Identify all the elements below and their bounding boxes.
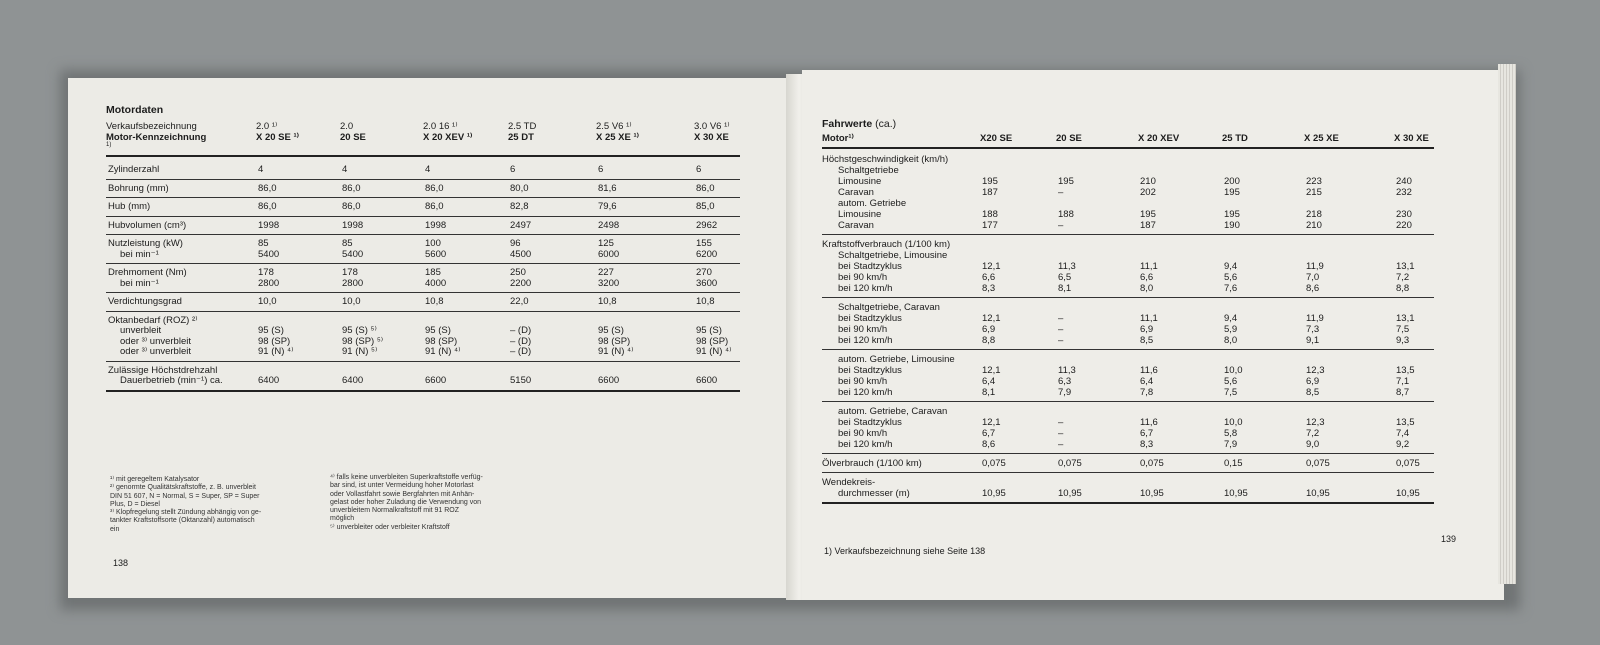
right-footnote: 1) Verkaufsbezeichnung siehe Seite 138	[824, 546, 986, 556]
table-cell: 7,8	[1140, 387, 1154, 398]
header-label-code: Motor-Kennzeichnung	[106, 132, 207, 143]
table-cell: 100	[425, 238, 441, 249]
table-cell: 5,9	[1224, 324, 1238, 335]
table-cell: 7,9	[1224, 439, 1238, 450]
table-cell: 12,3	[1306, 417, 1325, 428]
table-cell: 4500	[510, 248, 532, 260]
table-cell: 86,0	[342, 201, 361, 212]
table-cell: 218	[1306, 209, 1322, 220]
table-cell: 10,0	[342, 296, 361, 307]
footnote-line: ²⁾ genormte Qualitätskraftstoffe, z. B. unverbleit	[110, 484, 256, 492]
column-sales-name: 2.0 16 ¹⁾	[423, 121, 458, 132]
table-cell: – (D)	[510, 346, 532, 357]
footnotes-column-2	[330, 474, 483, 532]
table-cell: 6,7	[1140, 428, 1154, 439]
table-cell: 98 (SP)	[258, 335, 291, 347]
table-cell: 82,8	[510, 201, 529, 212]
table-cell: 86,0	[425, 201, 444, 212]
footnote-line: ³⁾ Klopfregelung stellt Zündung abhängig von ge-	[110, 509, 262, 517]
table-cell: 8,0	[1224, 335, 1238, 346]
section-title: Motordaten	[106, 104, 164, 116]
footnote-line: ⁴⁾ falls keine unverbleiten Superkraftstoffe verfüg-	[330, 474, 483, 481]
table-cell: 10,8	[696, 296, 715, 307]
row-label: bei min⁻¹	[120, 248, 159, 260]
table-cell: – (D)	[510, 325, 532, 336]
row-label: Bohrung (mm)	[108, 182, 169, 194]
table-cell: 91 (N) ⁴⁾	[598, 346, 634, 357]
table-cell: 6,3	[1058, 376, 1072, 387]
table-cell: 0,075	[1306, 458, 1330, 469]
table-cell: 5150	[510, 375, 532, 386]
table-cell: 210	[1140, 176, 1156, 187]
row-divider	[106, 179, 740, 180]
table-cell: –	[1058, 220, 1064, 231]
right-title-bold: Fahrwerte	[822, 118, 873, 130]
table-cell: 187	[982, 187, 998, 198]
table-cell: 4	[425, 164, 431, 175]
table-cell: 4000	[425, 277, 447, 289]
table-cell: 98 (SP) ⁵⁾	[342, 335, 384, 347]
table-cell: 7,5	[1396, 324, 1410, 335]
row-label: bei min⁻¹	[120, 277, 159, 289]
table-cell: 86,0	[696, 182, 715, 194]
table-cell: 227	[598, 267, 614, 278]
table-cell: 6,9	[1140, 324, 1154, 335]
table-cell: 195	[982, 176, 998, 187]
table-cell: 9,2	[1396, 439, 1410, 450]
table-cell: 6	[598, 164, 604, 175]
table-cell: 12,3	[1306, 365, 1325, 376]
footnote-line: DIN 51 607, N = Normal, S = Super, SP = Super	[110, 492, 260, 500]
table-cell: 240	[1396, 176, 1412, 187]
footnote-line: möglich	[330, 515, 355, 523]
table-cell: 270	[696, 267, 712, 278]
row-label: autom. Getriebe	[838, 198, 907, 209]
row-label: Wendekreis-	[822, 477, 876, 488]
row-label: Oktanbedarf (ROZ) ²⁾	[108, 314, 198, 326]
row-label: Ölverbrauch (1/100 km)	[822, 458, 922, 469]
table-cell: 11,3	[1058, 261, 1076, 272]
table-cell: 3600	[696, 277, 718, 289]
table-cell: 9,1	[1306, 335, 1320, 346]
table-cell: 6,9	[1306, 376, 1320, 387]
footnotes-column-1	[110, 476, 261, 534]
table-cell: 11,6	[1140, 417, 1158, 428]
table-cell: 4	[258, 164, 264, 175]
table-cell: 185	[425, 267, 441, 278]
column-engine-code: X 20 SE ¹⁾	[256, 132, 299, 143]
table-cell: 11,6	[1140, 365, 1158, 376]
table-cell: 232	[1396, 187, 1412, 198]
table-cell: 8,8	[1396, 283, 1410, 294]
table-cell: 10,95	[1140, 488, 1164, 499]
table-cell: 2497	[510, 219, 532, 231]
row-label: Verdichtungsgrad	[108, 296, 182, 307]
table-cell: 11,9	[1306, 313, 1324, 324]
table-cell: 1998	[258, 219, 280, 231]
table-cell: 5,6	[1224, 272, 1238, 283]
table-cell: –	[1058, 313, 1064, 324]
row-label: bei 90 km/h	[838, 376, 888, 387]
table-cell: 7,6	[1224, 283, 1238, 294]
row-divider	[106, 263, 740, 264]
table-cell: 5600	[425, 248, 447, 260]
table-cell: 10,95	[982, 488, 1006, 499]
row-label: autom. Getriebe, Caravan	[838, 406, 948, 417]
table-cell: 8,3	[1140, 439, 1154, 450]
row-divider	[822, 502, 1434, 504]
table-cell: 7,1	[1396, 376, 1410, 387]
table-cell: 91 (N) ⁵⁾	[342, 346, 378, 357]
row-divider	[822, 234, 1434, 235]
row-label: bei Stadtzyklus	[838, 313, 902, 324]
column-engine-code: X 25 XE ¹⁾	[596, 132, 639, 143]
table-cell: 8,5	[1140, 335, 1154, 346]
table-cell: 7,4	[1396, 428, 1410, 439]
row-label: bei Stadtzyklus	[838, 417, 902, 428]
table-cell: 85	[342, 238, 353, 249]
table-cell: 12,1	[982, 417, 1001, 428]
table-cell: 12,1	[982, 365, 1001, 376]
table-cell: 2962	[696, 219, 718, 231]
column-sales-name: 2.5 TD	[508, 121, 537, 132]
table-cell: 10,8	[598, 296, 617, 307]
table-cell: 6	[510, 164, 516, 175]
page-number-right: 139	[1441, 534, 1457, 544]
row-divider	[106, 216, 740, 217]
column-engine-code: X 20 XEV ¹⁾	[423, 132, 473, 143]
right-title	[822, 119, 896, 130]
table-cell: 95 (S)	[425, 325, 451, 336]
table-cell: 220	[1396, 220, 1412, 231]
row-divider	[822, 453, 1434, 454]
row-label: durchmesser (m)	[838, 488, 910, 499]
table-cell: 1998	[342, 219, 364, 231]
table-cell: 91 (N) ⁴⁾	[696, 346, 732, 357]
header-rule	[106, 155, 740, 157]
table-cell: 10,95	[1396, 488, 1420, 499]
table-cell: 8,0	[1140, 283, 1154, 294]
table-cell: –	[1058, 439, 1064, 450]
table-cell: 98 (SP)	[696, 335, 729, 347]
table-cell: 0,075	[1396, 458, 1420, 469]
column-engine-code: 20 SE	[340, 132, 366, 143]
column-header: 25 TD	[1222, 133, 1248, 144]
table-cell: 12,1	[982, 261, 1001, 272]
table-cell: 10,8	[425, 296, 444, 307]
row-label: bei 90 km/h	[838, 428, 888, 439]
table-cell: 200	[1224, 176, 1240, 187]
table-cell: 10,0	[1224, 417, 1243, 428]
table-cell: 2200	[510, 277, 532, 289]
row-label: Kraftstoffverbrauch (1/100 km)	[822, 239, 951, 250]
table-cell: 7,0	[1306, 272, 1320, 283]
table-cell: 188	[1058, 209, 1074, 220]
table-cell: 188	[982, 209, 998, 220]
table-cell: 6600	[696, 375, 718, 386]
table-cell: 2800	[258, 277, 280, 289]
table-cell: 10,0	[1224, 365, 1243, 376]
footnote-line: ein	[110, 525, 120, 533]
motor-label: Motor¹⁾	[822, 133, 854, 144]
table-cell: 6,4	[982, 376, 996, 387]
page-number-left: 138	[113, 558, 129, 568]
row-divider	[822, 297, 1434, 298]
row-label: Schaltgetriebe	[838, 165, 899, 176]
table-cell: 5,8	[1224, 428, 1238, 439]
table-cell: 8,5	[1306, 387, 1320, 398]
row-divider	[822, 349, 1434, 350]
row-divider	[106, 197, 740, 198]
column-header: X 25 XE	[1304, 133, 1339, 144]
table-cell: 85,0	[696, 201, 715, 212]
table-cell: 81,6	[598, 182, 617, 194]
row-label: autom. Getriebe, Limousine	[838, 354, 955, 365]
table-cell: 6	[696, 164, 702, 175]
table-cell: 2498	[598, 219, 620, 231]
table-cell: 195	[1058, 176, 1074, 187]
row-label: bei 120 km/h	[838, 387, 893, 398]
table-cell: 190	[1224, 220, 1240, 231]
table-cell: 6400	[258, 375, 280, 386]
footnote-line: ¹⁾ mit geregeltem Katalysator	[110, 476, 200, 483]
table-cell: 210	[1306, 220, 1322, 231]
row-label: Hub (mm)	[108, 201, 151, 212]
left-page	[68, 78, 792, 598]
table-cell: 11,1	[1140, 313, 1158, 324]
row-label: Limousine	[838, 209, 882, 220]
row-label: bei 90 km/h	[838, 272, 888, 283]
table-cell: 86,0	[342, 182, 361, 194]
row-label: Caravan	[838, 187, 874, 198]
table-cell: 187	[1140, 220, 1156, 231]
row-label: bei 120 km/h	[838, 283, 893, 294]
table-cell: 8,7	[1396, 387, 1410, 398]
table-cell: 10,95	[1058, 488, 1082, 499]
row-label: Caravan	[838, 220, 874, 231]
table-cell: 6200	[696, 248, 718, 260]
table-cell: 12,1	[982, 313, 1001, 324]
table-cell: 13,1	[1396, 261, 1415, 272]
row-label: Zulässige Höchstdrehzahl	[108, 364, 218, 376]
table-cell: 202	[1140, 187, 1156, 198]
row-label: Zylinderzahl	[108, 164, 160, 175]
table-cell: 8,8	[982, 335, 996, 346]
table-cell: 215	[1306, 187, 1322, 198]
table-cell: 178	[258, 267, 274, 278]
table-cell: 10,95	[1224, 488, 1248, 499]
table-cell: 8,6	[982, 439, 996, 450]
table-cell: 91 (N) ⁴⁾	[258, 346, 294, 357]
table-cell: 0,15	[1224, 458, 1243, 469]
footnote-line: unverbleitem Normalkraftstoff mit 91 ROZ	[330, 507, 460, 515]
table-cell: 2800	[342, 277, 364, 289]
row-label: Hubvolumen (cm³)	[108, 219, 187, 231]
table-cell: 195	[1224, 187, 1240, 198]
table-cell: 11,3	[1058, 365, 1076, 376]
table-cell: 98 (SP)	[598, 335, 631, 347]
table-cell: 3200	[598, 277, 620, 289]
table-cell: 95 (S)	[696, 325, 722, 336]
row-label: Schaltgetriebe, Limousine	[838, 250, 948, 261]
footnote-line: gelast oder hoher Zuladung die Verwendung von	[330, 498, 481, 506]
table-cell: 95 (S)	[598, 325, 624, 336]
row-label: Limousine	[838, 176, 882, 187]
table-cell: 6,6	[1140, 272, 1154, 283]
footnote-line: bar sind, ist unter Vermeidung hoher Motorlast	[330, 482, 474, 490]
table-cell: 7,2	[1396, 272, 1410, 283]
row-label: Dauerbetrieb (min⁻¹) ca.	[120, 375, 223, 386]
table-cell: 7,5	[1224, 387, 1238, 398]
table-cell: 9,0	[1306, 439, 1320, 450]
row-divider	[106, 234, 740, 235]
table-cell: –	[1058, 324, 1064, 335]
table-cell: 223	[1306, 176, 1322, 187]
table-cell: 85	[258, 238, 269, 249]
table-cell: 5400	[342, 248, 364, 260]
table-cell: 178	[342, 267, 358, 278]
table-cell: 6,7	[982, 428, 996, 439]
table-cell: 0,075	[982, 458, 1006, 469]
table-cell: 8,6	[1306, 283, 1320, 294]
row-label: bei 90 km/h	[838, 324, 888, 335]
row-label: unverbleit	[120, 325, 162, 336]
table-cell: 230	[1396, 209, 1412, 220]
row-label: bei Stadtzyklus	[838, 365, 902, 376]
table-cell: 6,5	[1058, 272, 1072, 283]
header-label-sales: Verkaufsbezeichnung	[106, 121, 197, 132]
row-divider	[106, 311, 740, 312]
table-cell: –	[1058, 335, 1064, 346]
table-cell: 13,5	[1396, 417, 1415, 428]
table-cell: 8,3	[982, 283, 996, 294]
table-cell: 6400	[342, 375, 364, 386]
table-cell: 86,0	[425, 182, 444, 194]
column-header: X 20 XEV	[1138, 133, 1180, 144]
table-cell: 7,2	[1306, 428, 1320, 439]
table-cell: 195	[1140, 209, 1156, 220]
column-engine-code: X 30 XE	[694, 132, 729, 143]
table-cell: 9,4	[1224, 261, 1238, 272]
column-sales-name: 2.0 ¹⁾	[256, 121, 278, 132]
table-cell: 6600	[425, 375, 447, 386]
table-cell: 155	[696, 238, 712, 249]
table-cell: 8,1	[1058, 283, 1072, 294]
table-cell: 0,075	[1058, 458, 1082, 469]
table-cell: 195	[1224, 209, 1240, 220]
row-divider	[822, 401, 1434, 402]
column-header: X20 SE	[980, 133, 1013, 144]
table-cell: 11,1	[1140, 261, 1158, 272]
table-cell: 11,9	[1306, 261, 1324, 272]
table-cell: 5,6	[1224, 376, 1238, 387]
table-cell: 86,0	[258, 201, 277, 212]
row-divider	[106, 361, 740, 362]
row-label: Nutzleistung (kW)	[108, 238, 183, 249]
table-cell: 6,4	[1140, 376, 1154, 387]
row-label: Höchstgeschwindigkeit (km/h)	[822, 154, 949, 165]
table-cell: 4	[342, 164, 348, 175]
row-divider	[106, 292, 740, 293]
column-sales-name: 2.0	[340, 121, 354, 132]
header-rule	[822, 147, 1434, 149]
table-cell: –	[1058, 187, 1064, 198]
table-cell: 98 (SP)	[425, 335, 458, 347]
table-cell: –	[1058, 417, 1064, 428]
header-label-note: 1)	[106, 142, 112, 148]
right-page	[802, 70, 1504, 600]
column-sales-name: 2.5 V6 ¹⁾	[596, 121, 632, 132]
page-edges	[1498, 64, 1516, 584]
table-cell: 6000	[598, 248, 620, 260]
row-divider	[822, 472, 1434, 473]
table-cell: 7,9	[1058, 387, 1072, 398]
table-cell: 177	[982, 220, 998, 231]
row-label: Schaltgetriebe, Caravan	[838, 302, 940, 313]
table-cell: 80,0	[510, 182, 529, 194]
column-header: 20 SE	[1056, 133, 1082, 144]
table-cell: 10,0	[258, 296, 277, 307]
row-label: bei Stadtzyklus	[838, 261, 902, 272]
footnote-line: ⁵⁾ unverbleiter oder verbleiter Kraftstoff	[330, 523, 450, 531]
table-cell: 86,0	[258, 182, 277, 194]
row-divider	[106, 390, 740, 392]
footnote-line: oder Vollastfahrt sowie Bergfahrten mit Anhän-	[330, 490, 475, 498]
table-cell: 95 (S)	[258, 325, 284, 336]
column-header: X 30 XE	[1394, 133, 1429, 144]
column-engine-code: 25 DT	[508, 132, 534, 143]
table-cell: 125	[598, 238, 614, 249]
row-label: Drehmoment (Nm)	[108, 267, 187, 278]
table-cell: 8,1	[982, 387, 996, 398]
column-sales-name: 3.0 V6 ¹⁾	[694, 121, 730, 132]
table-cell: 91 (N) ⁴⁾	[425, 346, 461, 357]
table-cell: 9,4	[1224, 313, 1238, 324]
table-cell: 13,1	[1396, 313, 1415, 324]
table-cell: 13,5	[1396, 365, 1415, 376]
table-cell: 6,9	[982, 324, 996, 335]
row-label: oder ³⁾ unverbleit	[120, 346, 191, 357]
table-cell: 0,075	[1140, 458, 1164, 469]
table-cell: 6600	[598, 375, 620, 386]
table-cell: 22,0	[510, 296, 529, 307]
table-cell: 6,6	[982, 272, 996, 283]
table-cell: 10,95	[1306, 488, 1330, 499]
footnote-line: tankter Kraftstoffsorte (Oktanzahl) automatisch	[110, 517, 255, 525]
row-label: bei 120 km/h	[838, 439, 893, 450]
table-cell: –	[1058, 428, 1064, 439]
row-label: oder ³⁾ unverbleit	[120, 335, 191, 347]
table-cell: 1998	[425, 219, 447, 231]
table-cell: 95 (S) ⁵⁾	[342, 325, 377, 336]
right-title-suffix: (ca.)	[872, 118, 897, 130]
table-cell: 79,6	[598, 201, 617, 212]
table-cell: 250	[510, 267, 526, 278]
table-cell: 7,3	[1306, 324, 1320, 335]
table-cell: 9,3	[1396, 335, 1410, 346]
footnote-line: Plus, D = Diesel	[110, 500, 160, 508]
table-cell: 5400	[258, 248, 280, 260]
table-cell: – (D)	[510, 335, 532, 347]
table-cell: 96	[510, 238, 521, 249]
row-label: bei 120 km/h	[838, 335, 893, 346]
